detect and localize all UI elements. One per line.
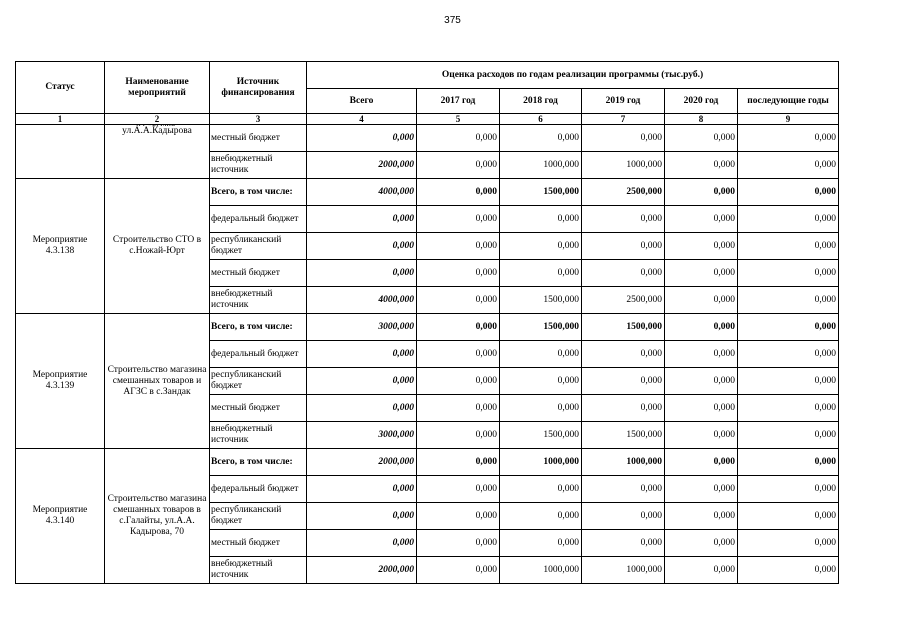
value-later: 0,000 <box>738 233 839 260</box>
header-2020: 2020 год <box>665 89 738 114</box>
value-total: 0,000 <box>307 503 417 530</box>
status-cell: Мероприятие 4.3.140 <box>16 449 105 584</box>
value-2017: 0,000 <box>417 449 500 476</box>
value-2017: 0,000 <box>417 206 500 233</box>
header-estimate: Оценка расходов по годам реализации программы (тыс.руб.) <box>307 62 839 89</box>
value-2018: 1000,000 <box>500 449 582 476</box>
value-2019: 1500,000 <box>582 422 665 449</box>
value-2019: 2500,000 <box>582 179 665 206</box>
value-2020: 0,000 <box>665 395 738 422</box>
value-later: 0,000 <box>738 476 839 503</box>
column-number: 5 <box>417 114 500 125</box>
event-name-cell: Строительство магазина смешанных товаров и АГЗС в с.Зандак <box>105 314 210 449</box>
value-total: 4000,000 <box>307 179 417 206</box>
value-2019: 1500,000 <box>582 314 665 341</box>
value-2017: 0,000 <box>417 557 500 584</box>
value-2020: 0,000 <box>665 260 738 287</box>
value-2019: 1000,000 <box>582 152 665 179</box>
source-cell: местный бюджет <box>210 395 307 422</box>
source-cell: республиканский бюджет <box>210 233 307 260</box>
value-2018: 1500,000 <box>500 422 582 449</box>
value-later: 0,000 <box>738 206 839 233</box>
value-2018: 1500,000 <box>500 287 582 314</box>
value-2019: 0,000 <box>582 125 665 152</box>
value-2020: 0,000 <box>665 206 738 233</box>
event-name-cell: Строительство СТО в с.Ножай-Юрт <box>105 179 210 314</box>
value-2017: 0,000 <box>417 503 500 530</box>
source-cell: местный бюджет <box>210 125 307 152</box>
value-2020: 0,000 <box>665 449 738 476</box>
source-cell: внебюджетный источник <box>210 557 307 584</box>
value-total: 0,000 <box>307 341 417 368</box>
value-later: 0,000 <box>738 287 839 314</box>
value-total: 2000,000 <box>307 152 417 179</box>
source-cell: федеральный бюджет <box>210 341 307 368</box>
source-cell: республиканский бюджет <box>210 503 307 530</box>
column-number: 6 <box>500 114 582 125</box>
value-later: 0,000 <box>738 557 839 584</box>
value-2018: 0,000 <box>500 125 582 152</box>
source-cell: Всего, в том числе: <box>210 314 307 341</box>
source-cell: внебюджетный источник <box>210 422 307 449</box>
value-2020: 0,000 <box>665 503 738 530</box>
value-2018: 0,000 <box>500 341 582 368</box>
column-number: 4 <box>307 114 417 125</box>
page-number: 375 <box>444 15 461 26</box>
value-2017: 0,000 <box>417 476 500 503</box>
value-total: 2000,000 <box>307 557 417 584</box>
status-cell <box>16 125 105 179</box>
value-2019: 0,000 <box>582 206 665 233</box>
value-2020: 0,000 <box>665 152 738 179</box>
value-2019: 0,000 <box>582 260 665 287</box>
value-2020: 0,000 <box>665 530 738 557</box>
value-2020: 0,000 <box>665 314 738 341</box>
value-later: 0,000 <box>738 152 839 179</box>
source-cell: внебюджетный источник <box>210 152 307 179</box>
value-2017: 0,000 <box>417 152 500 179</box>
header-source: Источник финансирования <box>210 62 307 114</box>
table-row <box>16 449 839 476</box>
value-2018: 1000,000 <box>500 152 582 179</box>
value-2018: 0,000 <box>500 260 582 287</box>
source-cell: федеральный бюджет <box>210 206 307 233</box>
value-2017: 0,000 <box>417 422 500 449</box>
header-2017: 2017 год <box>417 89 500 114</box>
value-total: 2000,000 <box>307 449 417 476</box>
value-2018: 1500,000 <box>500 179 582 206</box>
status-cell: Мероприятие 4.3.139 <box>16 314 105 449</box>
value-2020: 0,000 <box>665 341 738 368</box>
value-2018: 0,000 <box>500 233 582 260</box>
source-cell: местный бюджет <box>210 530 307 557</box>
event-name-cell: Строительство магазина смешанных товаров в с.Галайты, ул.А.А. Кадырова, 70 <box>105 449 210 584</box>
value-2017: 0,000 <box>417 395 500 422</box>
header-2019: 2019 год <box>582 89 665 114</box>
value-total: 0,000 <box>307 530 417 557</box>
value-2018: 1500,000 <box>500 314 582 341</box>
value-2020: 0,000 <box>665 179 738 206</box>
source-cell: внебюджетный источник <box>210 287 307 314</box>
value-2018: 1000,000 <box>500 557 582 584</box>
column-number: 9 <box>738 114 839 125</box>
status-cell: Мероприятие 4.3.138 <box>16 179 105 314</box>
value-total: 0,000 <box>307 206 417 233</box>
value-2017: 0,000 <box>417 287 500 314</box>
value-2020: 0,000 <box>665 368 738 395</box>
value-total: 0,000 <box>307 233 417 260</box>
value-2019: 1000,000 <box>582 449 665 476</box>
value-2020: 0,000 <box>665 476 738 503</box>
value-total: 0,000 <box>307 476 417 503</box>
value-2017: 0,000 <box>417 314 500 341</box>
value-2019: 0,000 <box>582 530 665 557</box>
value-total: 0,000 <box>307 260 417 287</box>
value-total: 0,000 <box>307 395 417 422</box>
value-2018: 0,000 <box>500 368 582 395</box>
value-2019: 0,000 <box>582 503 665 530</box>
value-2017: 0,000 <box>417 341 500 368</box>
value-total: 4000,000 <box>307 287 417 314</box>
value-2018: 0,000 <box>500 206 582 233</box>
value-2020: 0,000 <box>665 287 738 314</box>
table-row <box>16 179 839 206</box>
value-2019: 0,000 <box>582 368 665 395</box>
value-2017: 0,000 <box>417 125 500 152</box>
value-2018: 0,000 <box>500 530 582 557</box>
value-2019: 0,000 <box>582 395 665 422</box>
value-2020: 0,000 <box>665 233 738 260</box>
value-2019: 1000,000 <box>582 557 665 584</box>
table-row <box>16 125 839 152</box>
header-later: последующие годы <box>738 89 839 114</box>
budget-table <box>15 61 839 584</box>
value-total: 3000,000 <box>307 422 417 449</box>
value-later: 0,000 <box>738 449 839 476</box>
header-status: Статус <box>16 62 105 114</box>
value-2019: 0,000 <box>582 233 665 260</box>
header-name: Наименование мероприятий <box>105 62 210 114</box>
value-later: 0,000 <box>738 125 839 152</box>
value-total: 0,000 <box>307 125 417 152</box>
column-number: 8 <box>665 114 738 125</box>
value-2019: 2500,000 <box>582 287 665 314</box>
value-2018: 0,000 <box>500 395 582 422</box>
value-later: 0,000 <box>738 314 839 341</box>
value-2017: 0,000 <box>417 368 500 395</box>
value-2019: 0,000 <box>582 476 665 503</box>
value-2017: 0,000 <box>417 260 500 287</box>
event-name-cell <box>105 125 210 179</box>
column-number: 1 <box>16 114 105 125</box>
value-later: 0,000 <box>738 179 839 206</box>
value-later: 0,000 <box>738 503 839 530</box>
source-cell: местный бюджет <box>210 260 307 287</box>
source-cell: федеральный бюджет <box>210 476 307 503</box>
column-number: 3 <box>210 114 307 125</box>
source-cell: Всего, в том числе: <box>210 179 307 206</box>
value-later: 0,000 <box>738 395 839 422</box>
value-2020: 0,000 <box>665 557 738 584</box>
header-2018: 2018 год <box>500 89 582 114</box>
value-total: 0,000 <box>307 368 417 395</box>
value-total: 3000,000 <box>307 314 417 341</box>
value-2017: 0,000 <box>417 233 500 260</box>
value-2018: 0,000 <box>500 503 582 530</box>
source-cell: республиканский бюджет <box>210 368 307 395</box>
header-total: Всего <box>307 89 417 114</box>
event-name: ул.А.А.Кадырова <box>122 126 192 136</box>
value-later: 0,000 <box>738 422 839 449</box>
column-number: 7 <box>582 114 665 125</box>
value-later: 0,000 <box>738 341 839 368</box>
value-later: 0,000 <box>738 530 839 557</box>
value-2018: 0,000 <box>500 476 582 503</box>
source-cell: Всего, в том числе: <box>210 449 307 476</box>
value-later: 0,000 <box>738 260 839 287</box>
value-2020: 0,000 <box>665 422 738 449</box>
value-2017: 0,000 <box>417 530 500 557</box>
value-2019: 0,000 <box>582 341 665 368</box>
column-number: 2 <box>105 114 210 125</box>
value-later: 0,000 <box>738 368 839 395</box>
value-2020: 0,000 <box>665 125 738 152</box>
value-2017: 0,000 <box>417 179 500 206</box>
table-row <box>16 314 839 341</box>
